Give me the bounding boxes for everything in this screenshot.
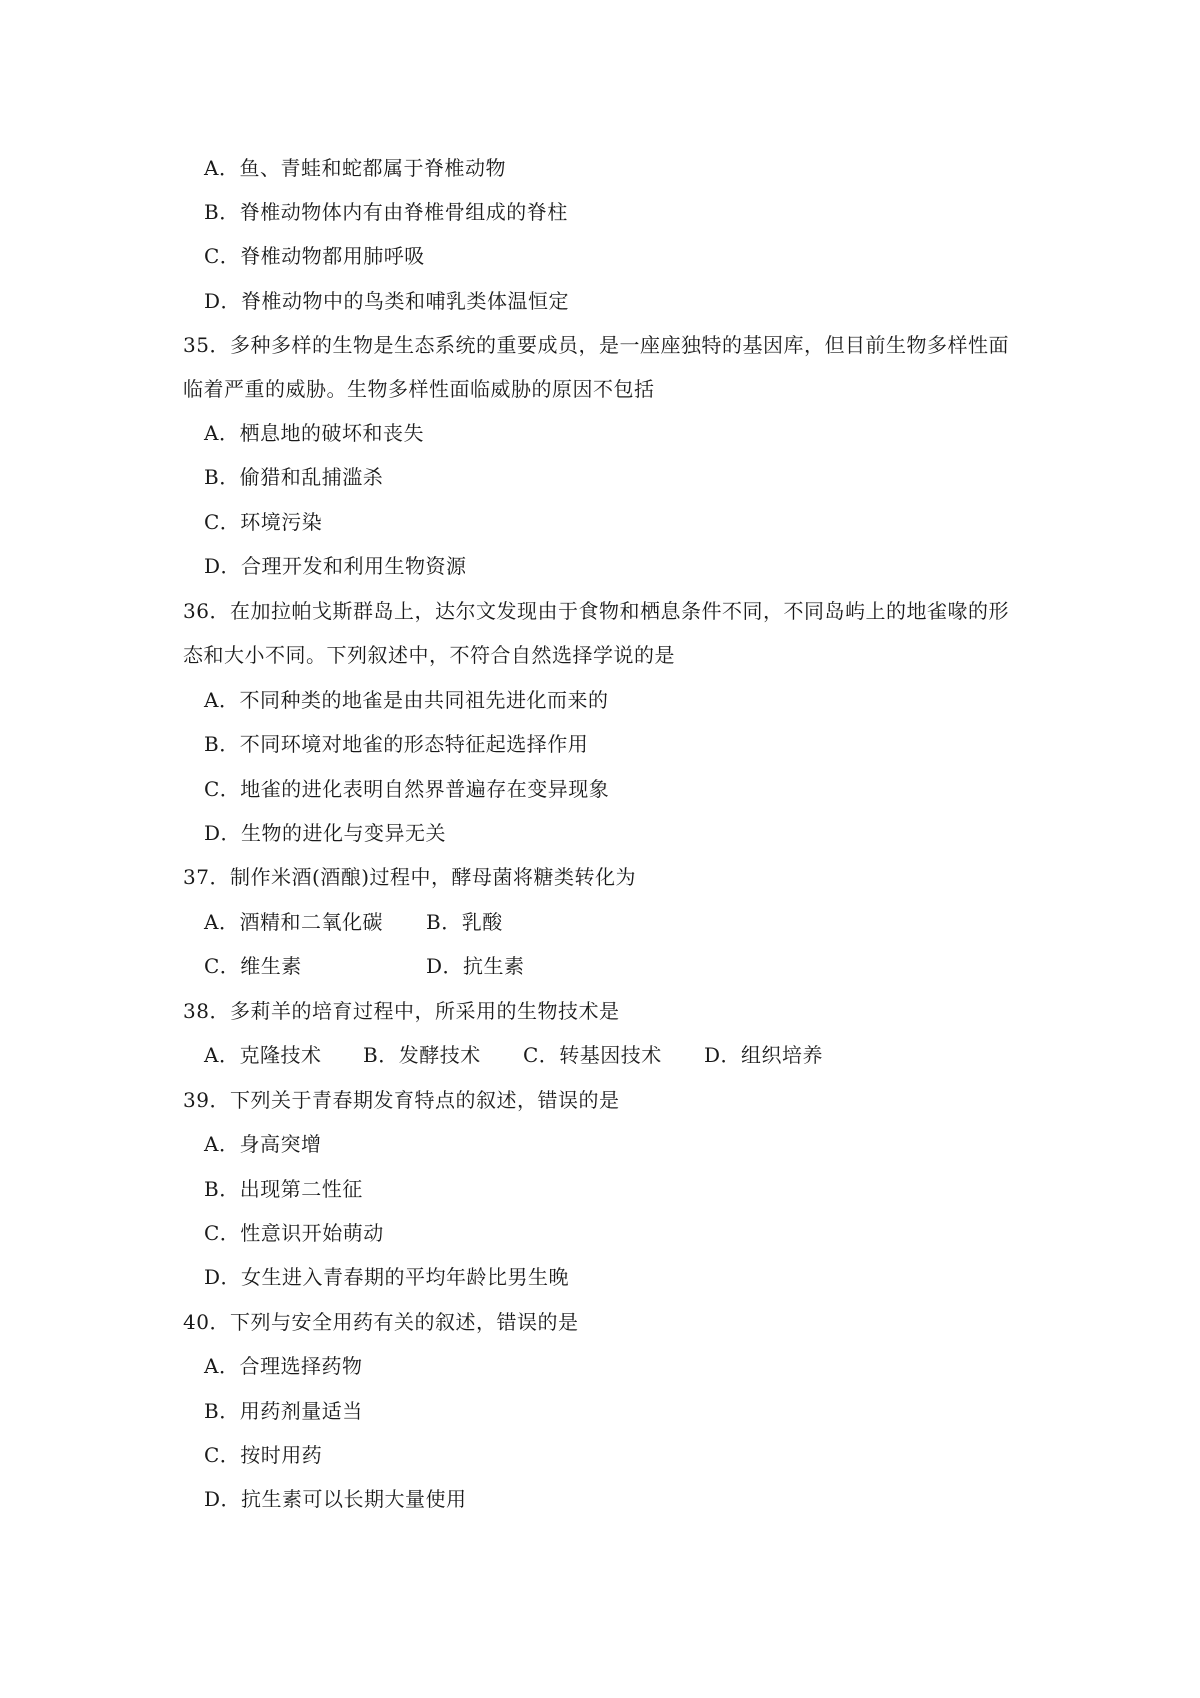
q34-option-c: C．脊椎动物都用肺呼吸 [204, 244, 425, 268]
q40-option-d: D．抗生素可以长期大量使用 [204, 1487, 467, 1511]
q40-option-b: B．用药剂量适当 [204, 1399, 363, 1423]
q34-option-a: A．鱼、青蛙和蛇都属于脊椎动物 [204, 156, 506, 180]
q38-option-c: C．转基因技术 [523, 1043, 662, 1067]
q37-option-a: A．酒精和二氧化碳 [204, 910, 383, 934]
q37-option-b: B．乳酸 [426, 910, 503, 934]
q37-stem: 37．制作米酒(酒酿)过程中，酵母菌将糖类转化为 [183, 865, 637, 889]
q36-option-a: A．不同种类的地雀是由共同祖先进化而来的 [204, 688, 609, 712]
q35-stem-line2: 临着严重的威胁。生物多样性面临威胁的原因不包括 [183, 377, 655, 401]
q35-option-b: B．偷猎和乱捕滥杀 [204, 465, 384, 489]
q38-option-b: B．发酵技术 [363, 1043, 481, 1067]
q40-option-a: A．合理选择药物 [204, 1354, 363, 1378]
q37-option-c: C．维生素 [204, 954, 302, 978]
q34-option-d: D．脊椎动物中的鸟类和哺乳类体温恒定 [204, 289, 570, 313]
q35-option-c: C．环境污染 [204, 510, 323, 534]
q34-option-b: B．脊椎动物体内有由脊椎骨组成的脊柱 [204, 200, 568, 224]
q40-option-c: C．按时用药 [204, 1443, 323, 1467]
q39-stem: 39．下列关于青春期发育特点的叙述，错误的是 [183, 1088, 620, 1112]
q36-stem-line1: 36．在加拉帕戈斯群岛上，达尔文发现由于食物和栖息条件不同，不同岛屿上的地雀喙的形 [183, 599, 1009, 623]
q37-option-d: D．抗生素 [426, 954, 525, 978]
q39-option-d: D．女生进入青春期的平均年龄比男生晚 [204, 1265, 570, 1289]
q35-option-d: D．合理开发和利用生物资源 [204, 554, 467, 578]
q40-stem: 40．下列与安全用药有关的叙述，错误的是 [183, 1310, 579, 1334]
q39-option-a: A．身高突增 [204, 1132, 322, 1156]
q35-option-a: A．栖息地的破坏和丧失 [204, 421, 424, 445]
q38-stem: 38．多莉羊的培育过程中，所采用的生物技术是 [183, 999, 620, 1023]
q38-option-a: A．克隆技术 [204, 1043, 322, 1067]
q36-option-d: D．生物的进化与变异无关 [204, 821, 447, 845]
q39-option-c: C．性意识开始萌动 [204, 1221, 384, 1245]
q35-stem-line1: 35．多种多样的生物是生态系统的重要成员，是一座座独特的基因库，但目前生物多样性面 [183, 333, 1009, 357]
q39-option-b: B．出现第二性征 [204, 1177, 363, 1201]
q36-option-c: C．地雀的进化表明自然界普遍存在变异现象 [204, 777, 610, 801]
q36-option-b: B．不同环境对地雀的形态特征起选择作用 [204, 732, 589, 756]
q36-stem-line2: 态和大小不同。下列叙述中，不符合自然选择学说的是 [183, 643, 675, 667]
q38-option-d: D．组织培养 [704, 1043, 824, 1067]
